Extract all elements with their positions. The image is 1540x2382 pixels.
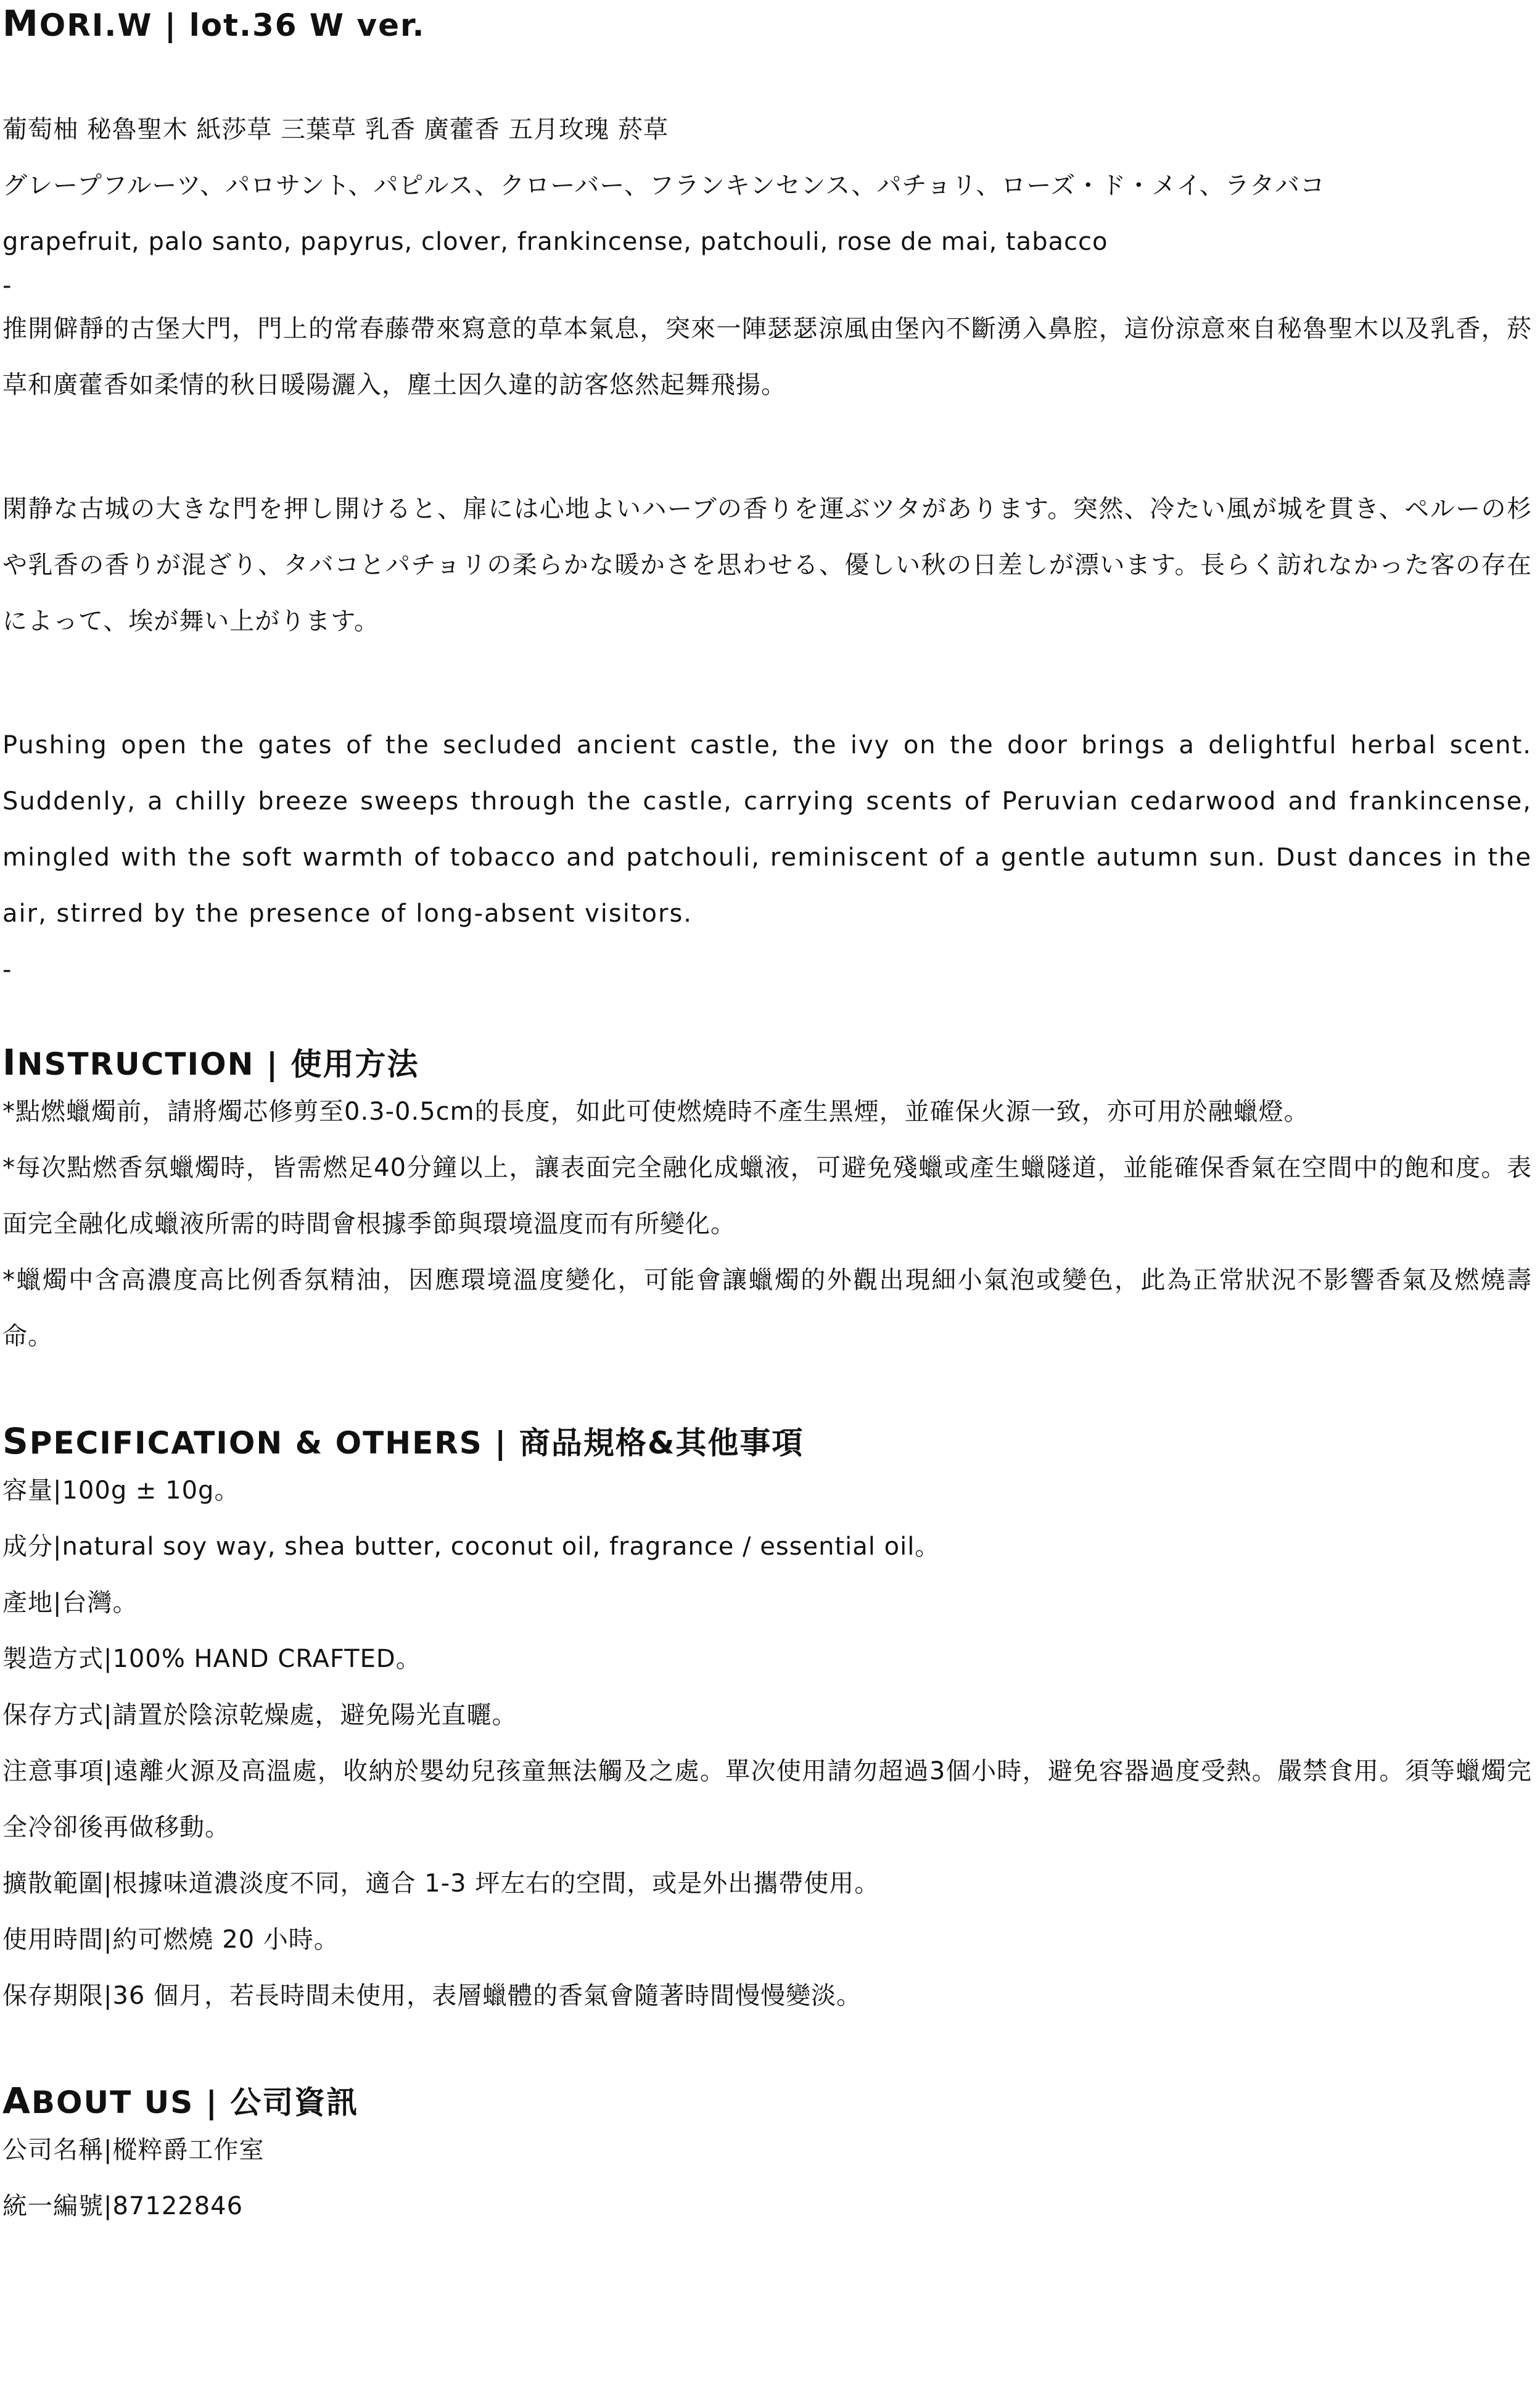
story-english: Pushing open the gates of the secluded ancient castle, the ivy on the door brings a delightful herbal scent. Suddenly, a chilly breeze sweeps through the castle, carrying scents of Peruvian cedarwood and frankincense, mingled with the soft warmth of tobacco and patchouli, reminiscent of a gentle autumn sun. Dust dances in the air, stirred by the presence of long-absent visitors. — [2, 731, 1532, 928]
title-separator: | — [152, 7, 189, 43]
spec-storage: 保存方式|請置於陰涼乾燥處，避免陽光直曬。 — [2, 1701, 517, 1729]
product-title — [2, 4, 1540, 45]
divider-dash: - — [2, 271, 12, 300]
spec-origin: 產地|台灣。 — [2, 1589, 138, 1617]
about-heading — [2, 2081, 1540, 2122]
company-name: 公司名稱|樅粹爵工作室 — [2, 2136, 265, 2164]
spec-burn-time: 使用時間|約可燃燒 20 小時。 — [2, 1925, 339, 1954]
about-heading-cn: | 公司資訊 — [194, 2085, 359, 2120]
brand-name: ORI.W — [39, 7, 153, 43]
instruction-heading-cn: | 使用方法 — [254, 1046, 419, 1082]
specification-heading-text: PECIFICATION & OTHERS — [29, 1425, 483, 1461]
lot-name: lot.36 W ver. — [189, 7, 426, 43]
story-japanese: 閑静な古城の大きな門を押し開けると、扉には心地よいハーブの香りを運ぶツタがあります。突然、冷たい風が城を貫き、ペルーの杉や乳香の香りが混ざり、タバコとパチョリの柔らかな暖かさを思わせる、優しい秋の日差しが漂います。長らく訪れなかった客の存在によって、埃が舞い上がります。 — [2, 495, 1532, 635]
instruction-item: *每次點燃香氛蠟燭時，皆需燃足40分鐘以上，讓表面完全融化成蠟液，可避免殘蠟或產生蠟隧道，並能確保香氣在空間中的飽和度。表面完全融化成蠟液所需的時間會根據季節與環境溫度而有所變化。 — [2, 1154, 1532, 1238]
instruction-heading-initial: I — [2, 1041, 17, 1083]
specification-heading — [2, 1421, 1540, 1463]
spec-shelf-life: 保存期限|36 個月，若長時間未使用，表層蠟體的香氣會隨著時間慢慢變淡。 — [2, 1982, 862, 2010]
notes-japanese: グレープフルーツ、パロサント、パピルス、クローバー、フランキンセンス、パチョリ、ローズ・ド・メイ、ラタバコ — [2, 172, 1325, 200]
brand-initial: M — [2, 2, 39, 44]
instruction-item: *點燃蠟燭前，請將燭芯修剪至0.3-0.5cm的長度，如此可使燃燒時不產生黑煙，並確保火源一致，亦可用於融蠟燈。 — [2, 1098, 1309, 1126]
spec-manufacturing: 製造方式|100% HAND CRAFTED。 — [2, 1645, 421, 1673]
spec-capacity: 容量|100g ± 10g。 — [2, 1476, 240, 1505]
spec-cautions: 注意事項|遠離火源及高溫處，收納於嬰幼兒孩童無法觸及之處。單次使用請勿超過3個小時，避免容器過度受熱。嚴禁食用。須等蠟燭完全冷卻後再做移動。 — [2, 1757, 1532, 1842]
about-heading-initial: A — [2, 2080, 31, 2122]
specification-heading-initial: S — [2, 1420, 30, 1462]
about-heading-text: BOUT US — [31, 2085, 194, 2120]
company-tax-id: 統一編號|87122846 — [2, 2192, 244, 2220]
divider-dash-2: - — [2, 956, 12, 984]
story-chinese: 推開僻靜的古堡大門，門上的常春藤帶來寫意的草本氣息，突來一陣瑟瑟涼風由堡內不斷湧入鼻腔，這份涼意來自秘魯聖木以及乳香，菸草和廣藿香如柔情的秋日暖陽灑入，塵土因久違的訪客悠然起舞飛揚。 — [2, 315, 1532, 399]
notes-english: grapefruit, palo santo, papyrus, clover, frankincense, patchouli, rose de mai, tabacco — [2, 228, 1108, 256]
notes-chinese: 葡萄柚 秘魯聖木 紙莎草 三葉草 乳香 廣藿香 五月玫瑰 菸草 — [2, 115, 669, 144]
specification-heading-cn: | 商品規格&其他事項 — [482, 1425, 804, 1461]
instruction-heading-text: NSTRUCTION — [17, 1046, 255, 1082]
spec-ingredients: 成分|natural soy way, shea butter, coconut oil, fragrance / essential oil。 — [2, 1532, 941, 1561]
instruction-item: *蠟燭中含高濃度高比例香氛精油，因應環境溫度變化，可能會讓蠟燭的外觀出現細小氣泡或變色，此為正常狀況不影響香氣及燃燒壽命。 — [2, 1266, 1532, 1350]
instruction-heading — [2, 1043, 1540, 1084]
spec-diffusion-range: 擴散範圍|根據味道濃淡度不同，適合 1-3 坪左右的空間，或是外出攜帶使用。 — [2, 1869, 880, 1898]
